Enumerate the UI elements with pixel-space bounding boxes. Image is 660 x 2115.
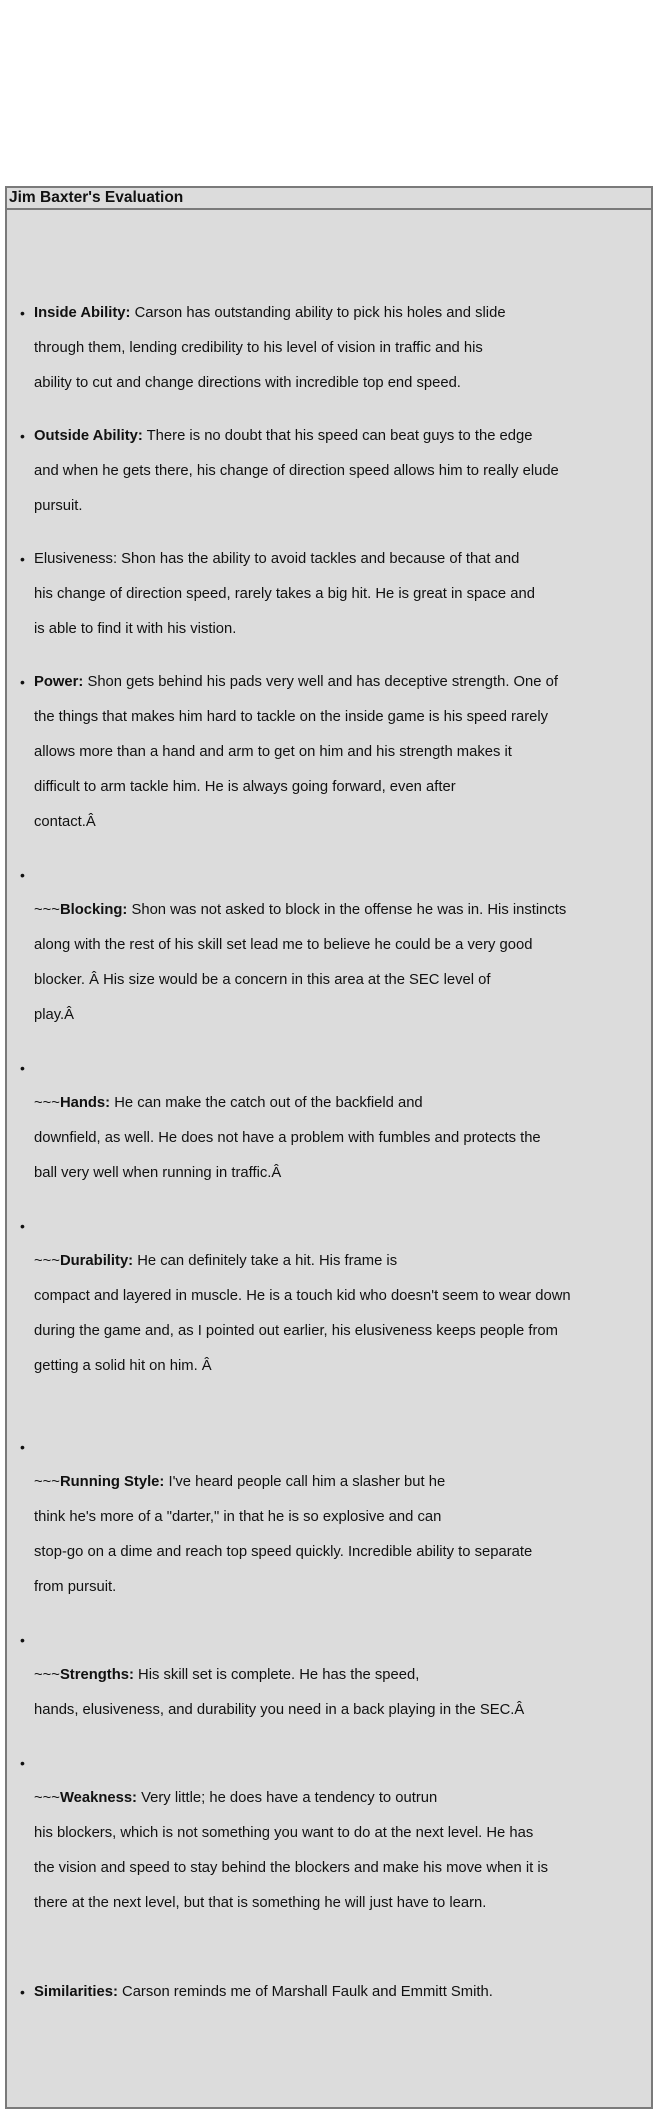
item-text: and when he gets there, his change of direction speed allows him to really elude: [34, 463, 559, 479]
list-item-elusiveness: [7, 542, 647, 647]
item-text: play.Â: [34, 1007, 75, 1023]
evaluation-panel: [5, 186, 653, 2109]
item-text: Carson reminds me of Marshall Faulk and Emmitt Smith.: [117, 1984, 493, 2000]
item-text: • Elusiveness: Shon has the ability to avoid tackles and because of that and: [34, 551, 520, 567]
list-item-power: [7, 665, 647, 840]
item-text: Carson has outstanding ability to pick his holes and slide: [130, 305, 506, 321]
item-label: Blocking:: [59, 902, 128, 918]
item-text: through them, lending credibility to his level of vision in traffic and his: [34, 340, 483, 356]
item-text: contact.Â: [34, 814, 96, 830]
item-label: Power:: [34, 674, 84, 690]
item-text: his change of direction speed, rarely takes a big hit. He is great in space and: [34, 586, 535, 602]
item-text: He can definitely take a hit. His frame is: [133, 1253, 398, 1269]
item-prefix: ~~~: [34, 1667, 60, 1683]
item-text: during the game and, as I pointed out earlier, his elusiveness keeps people from: [34, 1323, 558, 1339]
list-item-hands: [7, 1051, 647, 1191]
panel-title: Jim Baxter's Evaluation: [7, 188, 651, 210]
list-item-strengths: [7, 1623, 647, 1728]
item-text: getting a solid hit on him. Â: [34, 1358, 212, 1374]
list-item-weakness: [7, 1746, 647, 1921]
item-text: the vision and speed to stay behind the blockers and make his move when it is: [34, 1860, 549, 1876]
item-text: along with the rest of his skill set lead me to believe he could be a very good: [34, 937, 533, 953]
item-label: Strengths:: [59, 1667, 134, 1683]
item-text: There is no doubt that his speed can beat guys to the edge: [142, 428, 533, 444]
item-prefix: ~~~: [34, 1474, 60, 1490]
item-text: His skill set is complete. He has the speed,: [133, 1667, 420, 1683]
item-text: his blockers, which is not something you want to do at the next level. He has: [34, 1825, 534, 1841]
item-label: Outside Ability:: [34, 428, 143, 444]
item-label: Weakness:: [59, 1790, 137, 1806]
item-prefix: ~~~: [34, 1253, 60, 1269]
item-text: I've heard people call him a slasher but he: [164, 1474, 446, 1490]
item-text: Shon gets behind his pads very well and has deceptive strength. One of: [83, 674, 558, 690]
item-prefix: ~~~: [34, 1790, 60, 1806]
item-label: Inside Ability:: [34, 305, 131, 321]
item-text: think he's more of a "darter," in that he is so explosive and can: [34, 1509, 442, 1525]
list-item-similarities: [7, 1975, 647, 2010]
item-text: He can make the catch out of the backfield and: [110, 1095, 423, 1111]
item-label: Running Style:: [59, 1474, 165, 1490]
item-text: is able to find it with his vistion.: [34, 621, 237, 637]
item-text: downfield, as well. He does not have a problem with fumbles and protects the: [34, 1130, 541, 1146]
item-prefix: ~~~: [34, 902, 60, 918]
item-text: ball very well when running in traffic.Â: [34, 1165, 282, 1181]
item-text: Very little; he does have a tendency to outrun: [136, 1790, 438, 1806]
item-text: compact and layered in muscle. He is a touch kid who doesn't seem to wear down: [34, 1288, 571, 1304]
item-text: pursuit.: [34, 498, 83, 514]
item-text: allows more than a hand and arm to get on him and his strength makes it: [34, 744, 512, 760]
list-item-durability: [7, 1209, 647, 1384]
list-item-running-style: [7, 1430, 647, 1605]
item-text: the things that makes him hard to tackle on the inside game is his speed rarely: [34, 709, 549, 725]
list-item-blocking: [7, 858, 647, 1033]
item-text: there at the next level, but that is something he will just have to learn.: [34, 1895, 487, 1911]
list-item-inside-ability: [7, 296, 647, 401]
item-text: Shon was not asked to block in the offense he was in. His instincts: [127, 902, 567, 918]
item-label: Durability:: [59, 1253, 134, 1269]
evaluation-list: [7, 296, 647, 2028]
item-prefix: ~~~: [34, 1095, 60, 1111]
item-text: stop-go on a dime and reach top speed quickly. Incredible ability to separate: [34, 1544, 533, 1560]
item-text: difficult to arm tackle him. He is always going forward, even after: [34, 779, 456, 795]
list-item-outside-ability: [7, 419, 647, 524]
item-text: ability to cut and change directions with incredible top end speed.: [34, 375, 461, 391]
item-text: hands, elusiveness, and durability you need in a back playing in the SEC.Â: [34, 1702, 525, 1718]
item-label: Similarities:: [34, 1984, 118, 2000]
item-text: blocker. Â His size would be a concern in this area at the SEC level of: [34, 972, 491, 988]
item-label: Hands:: [59, 1095, 111, 1111]
item-text: from pursuit.: [34, 1579, 117, 1595]
